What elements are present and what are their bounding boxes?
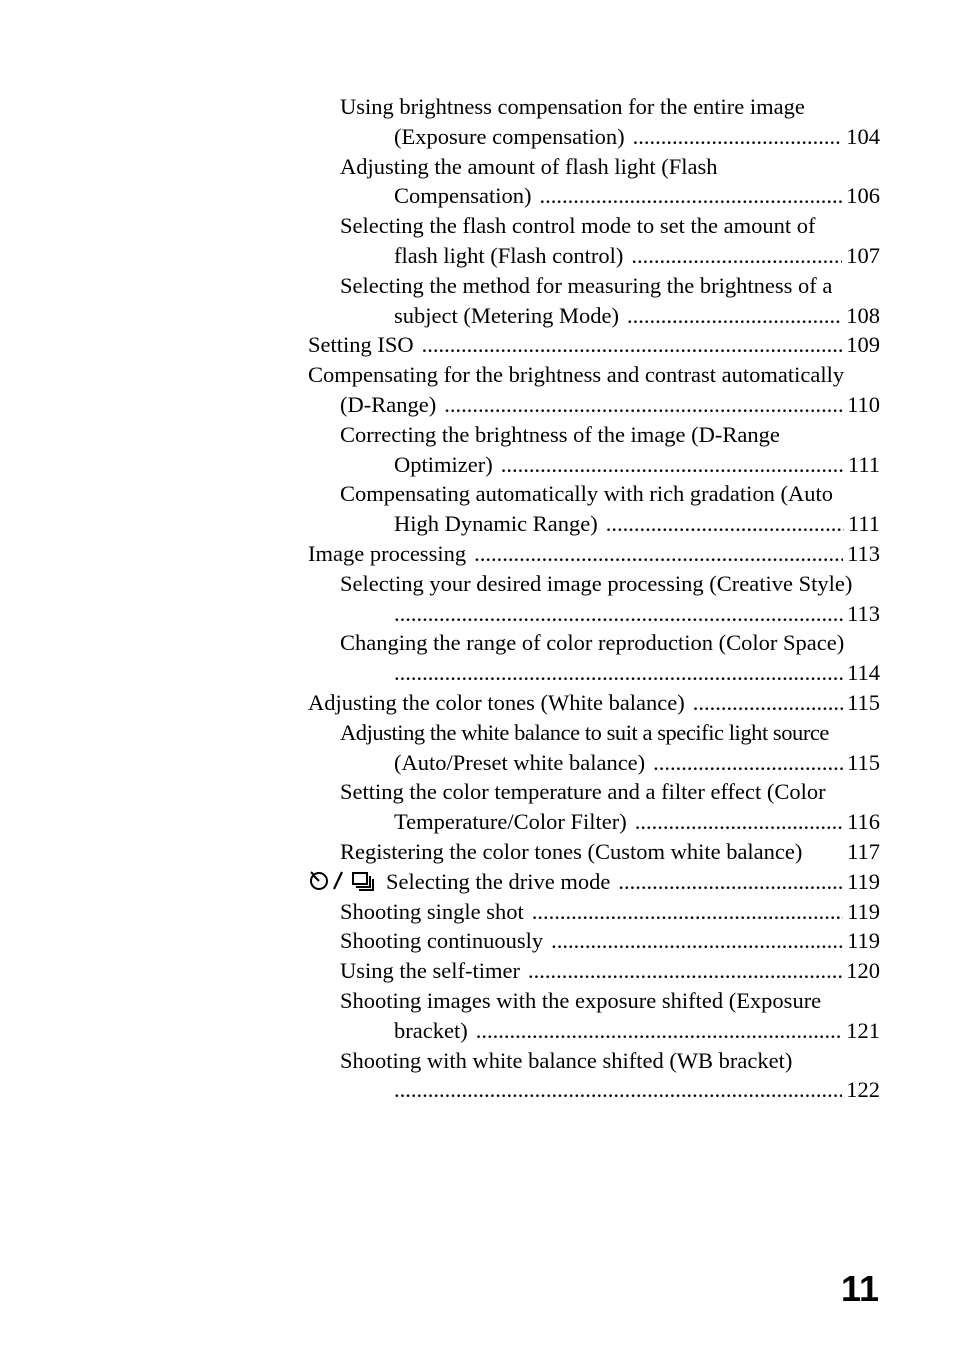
leader-dots [444, 390, 843, 420]
toc-entry-text: Setting the color temperature and a filter effect (Color [340, 779, 826, 805]
toc-entry-text: Image processing [308, 540, 467, 566]
leader-dots [618, 867, 843, 897]
toc-entry-text-cont: subject (Metering Mode) [394, 302, 619, 328]
toc-entry-wb-bracket[interactable] [308, 1046, 880, 1106]
toc-page-number: 121 [846, 1017, 880, 1043]
toc-entry-text: Selecting the flash control mode to set the amount of [340, 213, 816, 239]
toc-entry-text-cont: Compensation) [394, 183, 532, 209]
leader-dots [551, 926, 843, 956]
toc-entry-text-cont: (D-Range) [340, 391, 437, 417]
toc-entry-text: Selecting your desired image processing (Creative Style) [340, 570, 853, 596]
toc-entry-text: Shooting with white balance shifted (WB bracket) [340, 1047, 793, 1073]
toc-entry-text: Using the self-timer [340, 958, 520, 984]
leader-dots [532, 897, 843, 927]
toc-page-number: 122 [846, 1077, 880, 1103]
leader-dots [539, 181, 842, 211]
toc-page-number: 120 [846, 958, 880, 984]
leader-dots [627, 301, 842, 331]
toc-page-number: 119 [847, 928, 880, 954]
toc-entry-text: Shooting continuously [340, 928, 544, 954]
leader-dots [633, 122, 843, 152]
toc-entry-text: Compensating automatically with rich gradation (Auto [340, 481, 834, 507]
toc-page-number: 119 [847, 898, 880, 924]
leader-dots [606, 509, 844, 539]
toc-entry-text-cont: flash light (Flash control) [394, 242, 624, 268]
toc-page-number: 104 [846, 123, 880, 149]
toc-entry-color-space[interactable] [308, 628, 880, 688]
table-of-contents [308, 92, 880, 1105]
toc-page-number: 113 [847, 600, 880, 626]
toc-page-number: 111 [847, 511, 880, 537]
toc-entry-text: Setting ISO [308, 332, 414, 358]
toc-entry-text-cont: High Dynamic Range) [394, 511, 598, 537]
toc-page-number: 110 [847, 391, 880, 417]
leader-dots [693, 688, 843, 718]
toc-entry-text: Compensating for the brightness and contrast automatically [308, 362, 845, 388]
toc-entry-text: Selecting the drive mode [386, 868, 611, 894]
toc-entry-color-temperature[interactable] [308, 777, 880, 837]
toc-entry-auto-hdr[interactable] [308, 479, 880, 539]
toc-page-number: 109 [846, 332, 880, 358]
toc-entry-drive-mode[interactable] [308, 867, 880, 897]
toc-entry-flash-control[interactable] [308, 211, 880, 271]
toc-page-number: 117 [847, 838, 880, 864]
toc-entry-text: Shooting single shot [340, 898, 524, 924]
leader-dots [635, 807, 843, 837]
toc-entry-single-shot[interactable] [308, 897, 880, 927]
toc-entry-text: Shooting images with the exposure shifted (Exposure [340, 987, 822, 1013]
toc-entry-preset-white-balance[interactable] [308, 718, 880, 778]
toc-page-number: 119 [847, 868, 880, 894]
toc-entry-continuous[interactable] [308, 926, 880, 956]
toc-entry-creative-style[interactable] [308, 569, 880, 629]
toc-page-number: 114 [847, 660, 880, 686]
toc-page-number: 108 [846, 302, 880, 328]
toc-entry-image-processing[interactable] [308, 539, 880, 569]
toc-entry-text-cont: bracket) [394, 1017, 468, 1043]
toc-page-number: 115 [847, 689, 880, 715]
toc-entry-text: Registering the color tones (Custom white balance) [340, 838, 803, 864]
toc-entry-white-balance[interactable] [308, 688, 880, 718]
self-timer-continuous-icon [308, 868, 380, 892]
leader-dots [422, 330, 843, 360]
toc-entry-d-range-optimizer[interactable] [308, 420, 880, 480]
toc-entry-text: Adjusting the color tones (White balance) [308, 689, 685, 715]
toc-page-number: 107 [846, 242, 880, 268]
toc-page-number: 115 [847, 749, 880, 775]
toc-page-number: 116 [847, 809, 880, 835]
toc-entry-text: Adjusting the amount of flash light (Flash [340, 153, 718, 179]
toc-entry-self-timer[interactable] [308, 956, 880, 986]
toc-page-number: 111 [847, 451, 880, 477]
leader-dots [653, 748, 843, 778]
toc-entry-text-cont: Temperature/Color Filter) [394, 809, 627, 835]
leader-dots [631, 241, 842, 271]
toc-page-number: 106 [846, 183, 880, 209]
leader-dots [474, 539, 843, 569]
leader-dots [394, 658, 843, 688]
leader-dots [394, 599, 843, 629]
leader-dots [394, 1075, 842, 1105]
toc-entry-custom-white-balance[interactable] [308, 837, 880, 867]
toc-entry-text: Using brightness compensation for the entire image [340, 94, 805, 119]
toc-entry-text-cont: (Auto/Preset white balance) [394, 749, 646, 775]
toc-entry-text: Selecting the method for measuring the brightness of a [340, 272, 833, 298]
toc-entry-setting-iso[interactable] [308, 330, 880, 360]
toc-entry-text: Adjusting the white balance to suit a specific light source [340, 719, 829, 745]
toc-entry-flash-compensation[interactable] [308, 152, 880, 212]
page-number: 11 [840, 1268, 879, 1309]
leader-dots [476, 1016, 843, 1046]
toc-page-number: 113 [847, 540, 880, 566]
leader-dots [528, 956, 842, 986]
toc-entry-text: Correcting the brightness of the image (D-Range [340, 421, 780, 447]
toc-entry-exposure-bracket[interactable] [308, 986, 880, 1046]
toc-entry-d-range[interactable] [308, 360, 880, 420]
toc-entry-text: Changing the range of color reproduction (Color Space) [340, 630, 845, 656]
toc-entry-text-cont: Optimizer) [394, 451, 493, 477]
toc-entry-text-cont: (Exposure compensation) [394, 123, 625, 149]
leader-dots [501, 450, 844, 480]
toc-entry-exposure-compensation[interactable] [308, 92, 880, 152]
toc-entry-metering-mode[interactable] [308, 271, 880, 331]
